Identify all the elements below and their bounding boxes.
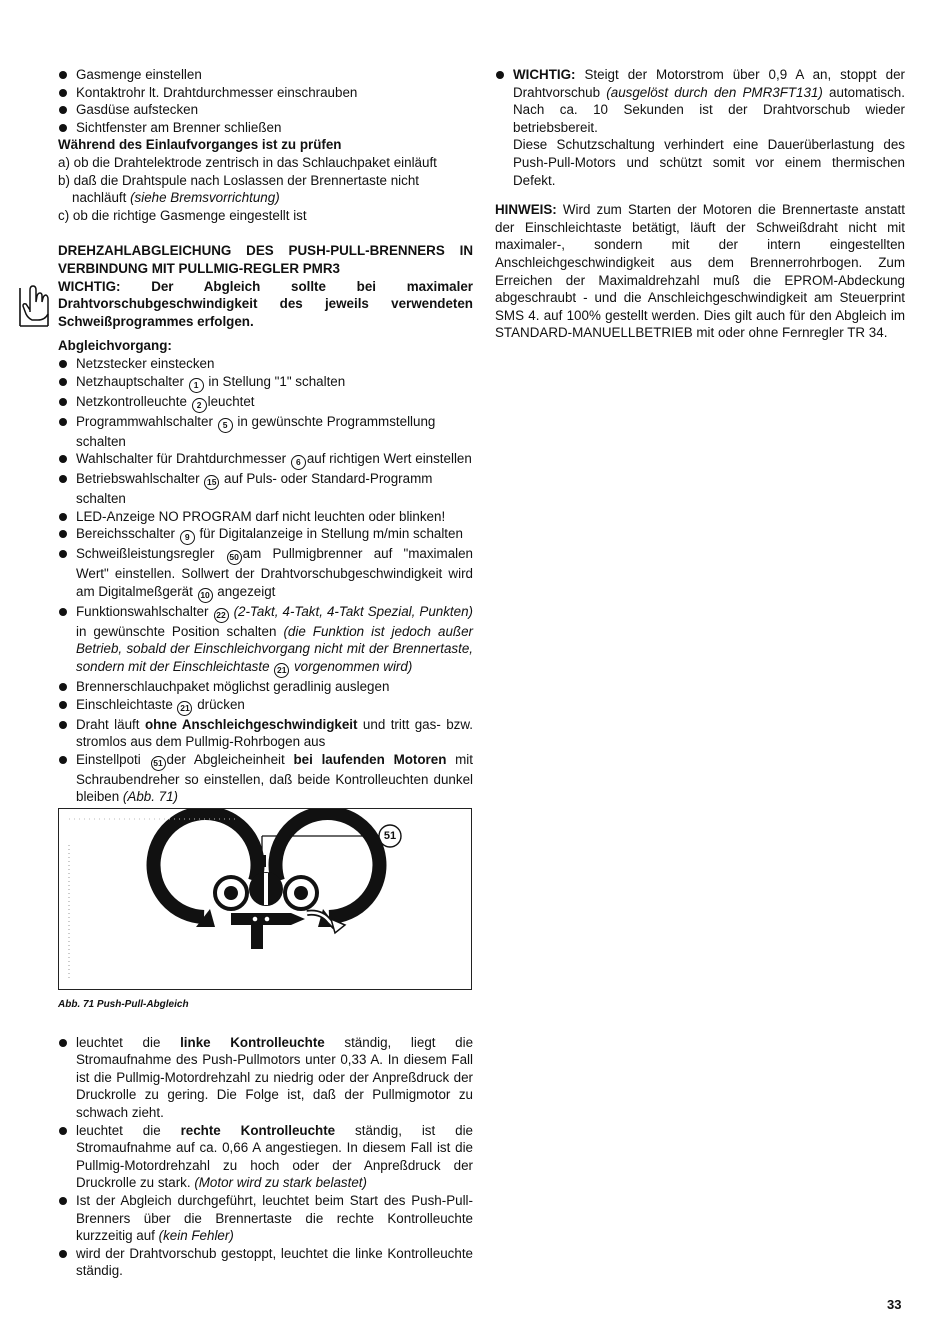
figure-callout-number: 51 [383,830,397,843]
step-text: in gewünschte Programmstellung schalten [76,413,436,449]
list-item [58,603,473,678]
step-italic: (Abb. 71) [122,789,179,805]
item-text: leuchtet die [76,1122,181,1138]
list-item: c) ob die richtige Gasmenge eingestellt ist [58,207,307,223]
page-number: 33 [887,1297,902,1312]
figure-push-pull-abgleich [58,808,472,990]
circled-number: 22 [214,608,229,623]
circled-number: 15 [204,475,219,490]
list-item: Gasdüse aufstecken [58,101,473,119]
list-item [58,172,473,207]
step-text: Einstellpoti [76,751,150,767]
step-text: Einschleichtaste [76,696,177,712]
list-item: Brennerschlauchpaket möglichst geradlinig auslegen [58,678,473,696]
step-text: und tritt gas- bzw. stromlos aus dem Pullmig-Rohrbogen aus [76,716,474,750]
results-list [58,1034,473,1280]
item-bold: rechte Kontrolleuchte [180,1122,336,1138]
abgleich-heading: Abgleichvorgang: [58,338,172,354]
list-item [58,545,473,603]
item-text: automatisch. Nach ca. 10 Sekunden ist der Drahtvorschub wieder betriebsbereit. [513,84,905,135]
circled-number: 1 [189,378,204,393]
step-text: in gewünschte Position schalten [76,623,284,639]
list-item: LED-Anzeige NO PROGRAM darf nicht leuchten oder blinken! [58,508,473,526]
step-text: auf richtigen Wert einstellen [306,451,472,467]
step-text: Draht läuft [76,716,145,732]
step-text: mit Schraubendreher so einstellen, daß beide Kontrolleuchten dunkel bleiben [76,751,473,805]
step-text: leuchtet [207,393,255,409]
left-column [58,66,473,1280]
list-item: a) ob die Drahtelektrode zentrisch in das Schlauchpaket einläuft [58,154,437,170]
list-item [58,716,473,751]
warning-text: WICHTIG: Der Abgleich sollte bei maximaler Drahtvorschubgeschwindigkeit des jeweils verwendeten Schweißprogrammes erfolgen. [58,278,473,329]
figure-caption: Abb. 71 Push-Pull-Abgleich [58,999,189,1011]
step-text: der Abgleicheinheit [166,751,294,767]
important-label: WICHTIG: [513,67,576,82]
item-text: Steigt der Motorstrom über 0,9 A an, stoppt der Drahtvorschub [513,67,905,100]
list-item: Sichtfenster am Brenner schließen [58,119,473,137]
list-item [58,1034,473,1122]
step-text: Programmwahlschalter [76,413,217,429]
item-text: Ist der Abgleich durchgeführt, leuchtet beim Start des Push-Pull-Brenners über die Brennertaste die rechte Kontrolleuchte kurzzeitig auf [76,1192,473,1244]
note-text: Wird zum Starten der Motoren die Brennertaste anstatt der Einschleichtaste betätigt, läuft der Schweißdraht nicht mit maximaler-, sondern mit der intern eingestellten Anschleichgeschwindigkeit aus dem Brennerrohrbogen. Zum Erreichen der Maximaldrehzahl muß die EPROM-Abdeckung abgeschraubt - und die Anschleichgeschwindigkeit am Steuerprint SMS 4. auf 100% gestellt werden. Dies gilt auch für den Abgleich im STANDARD-MANUELLBETRIEB mit oder ohne Fernregler TR 34. [495,202,905,341]
note-label: HINWEIS: [495,202,557,218]
item-italic: (ausgelöst durch den PMR3FT131) [606,84,823,100]
step-text: Funktionswahlschalter [76,603,213,619]
list-item: wird der Drahtvorschub gestoppt, leuchtet die linke Kontrolleuchte ständig. [58,1245,473,1280]
circled-number: 10 [198,588,213,603]
list-item [58,1192,473,1245]
steps-list [58,355,473,806]
circled-number: 2 [192,398,207,413]
step-text: am Pullmigbrenner auf "maximalen Wert" einstellen. Sollwert der Drahtvorschubgeschwindigkeit wird am Digitalmeßgerät [76,546,474,599]
step-text: Netzkontrolleuchte [76,393,191,409]
right-bullet-list [495,66,905,136]
hinweis-paragraph [495,201,905,342]
step-bold: bei laufenden Motoren [293,751,447,767]
item-text: ständig, liegt die Stromaufnahme des Push-Pullmotors unter 0,33 A. In diesem Fall ist die Pullmig-Motordrehzahl zu niedrig oder der Anpreßdruck der Druckrolle zu gering. Die Folge ist, daß der Pullmigmotor zu schwach zieht. [76,1034,474,1120]
list-item [58,393,473,413]
list-item: Netzstecker einstecken [58,355,473,373]
circled-number: 51 [151,756,166,771]
list-item [58,450,473,470]
list-item [58,751,473,806]
item-text: leuchtet die [76,1034,181,1050]
list-item [58,525,473,545]
step-text: auf Puls- oder Standard-Programm schalten [76,471,433,507]
list-item: Gasmenge einstellen [58,66,473,84]
list-item [58,696,473,716]
list-item [58,373,473,393]
item-bold: linke Kontrolleuchte [180,1034,325,1050]
step-text: Bereichsschalter [76,526,179,542]
intro-bullet-list [58,66,473,136]
einlauf-heading: Während des Einlaufvorganges ist zu prüfen [58,137,342,153]
step-text: drücken [193,696,245,712]
item-italic: (Motor wird zu stark belastet) [194,1175,367,1191]
step-text: Schweißleistungsregler [76,546,226,562]
circled-number: 21 [177,701,192,716]
step-bold: ohne Anschleichgeschwindigkeit [144,716,358,732]
item-italic: (kein Fehler) [158,1228,234,1244]
list-item: Kontaktrohr lt. Drahtdurchmesser einschrauben [58,84,473,102]
section-heading: DREHZAHLABGLEICHUNG DES PUSH-PULL-BRENNERS IN VERBINDUNG MIT PULLMIG-REGLER PMR3 [58,243,473,276]
list-item [58,413,473,451]
step-text: in Stellung "1" schalten [204,373,346,389]
step-text: Betriebswahlschalter [76,471,204,487]
step-text: angezeigt [213,583,276,599]
list-item [58,470,473,508]
protection-paragraph: Diese Schutzschaltung verhindert eine Dauerüberlastung des Push-Pull-Motors und schützt somit vor einem thermischen Defekt. [513,137,905,188]
step-italic: (die Funktion ist jedoch außer Betrieb, sobald der Einschleichvorgang nicht mit der Brennertaste, sondern mit der Einschleichtaste [76,623,473,675]
item-text: b) daß die Drahtspule nach Loslassen der Brennertaste nicht nachläuft [58,172,420,206]
circled-number: 50 [227,550,242,565]
circled-number: 6 [291,455,306,470]
warning-block [58,278,473,331]
step-text: Netzhauptschalter [76,373,188,389]
circled-number: 5 [218,418,233,433]
item-text: ständig, ist die Stromaufnahme auf ca. 0,66 A angestiegen. In diesem Fall ist die Pullmig-Motordrehzahl zu hoch oder der Anpreßdruck der Druckrolle zu stark. [76,1122,473,1191]
pointing-hand-icon [18,280,52,335]
circled-number: 21 [274,663,289,678]
list-item [58,1122,473,1192]
step-text: Wahlschalter für Drahtdurchmesser [76,451,290,467]
einlauf-list [58,154,473,224]
right-column [495,66,905,342]
step-italic: vorgenommen wird) [290,659,413,675]
item-italic: (siehe Bremsvorrichtung) [130,190,280,206]
step-italic: (2-Takt, 4-Takt, 4-Takt Spezial, Punkten) [229,603,473,619]
abgleich-diagram [59,809,471,989]
step-text: für Digitalanzeige in Stellung m/min schalten [195,526,463,542]
circled-number: 9 [180,530,195,545]
list-item [495,66,905,136]
